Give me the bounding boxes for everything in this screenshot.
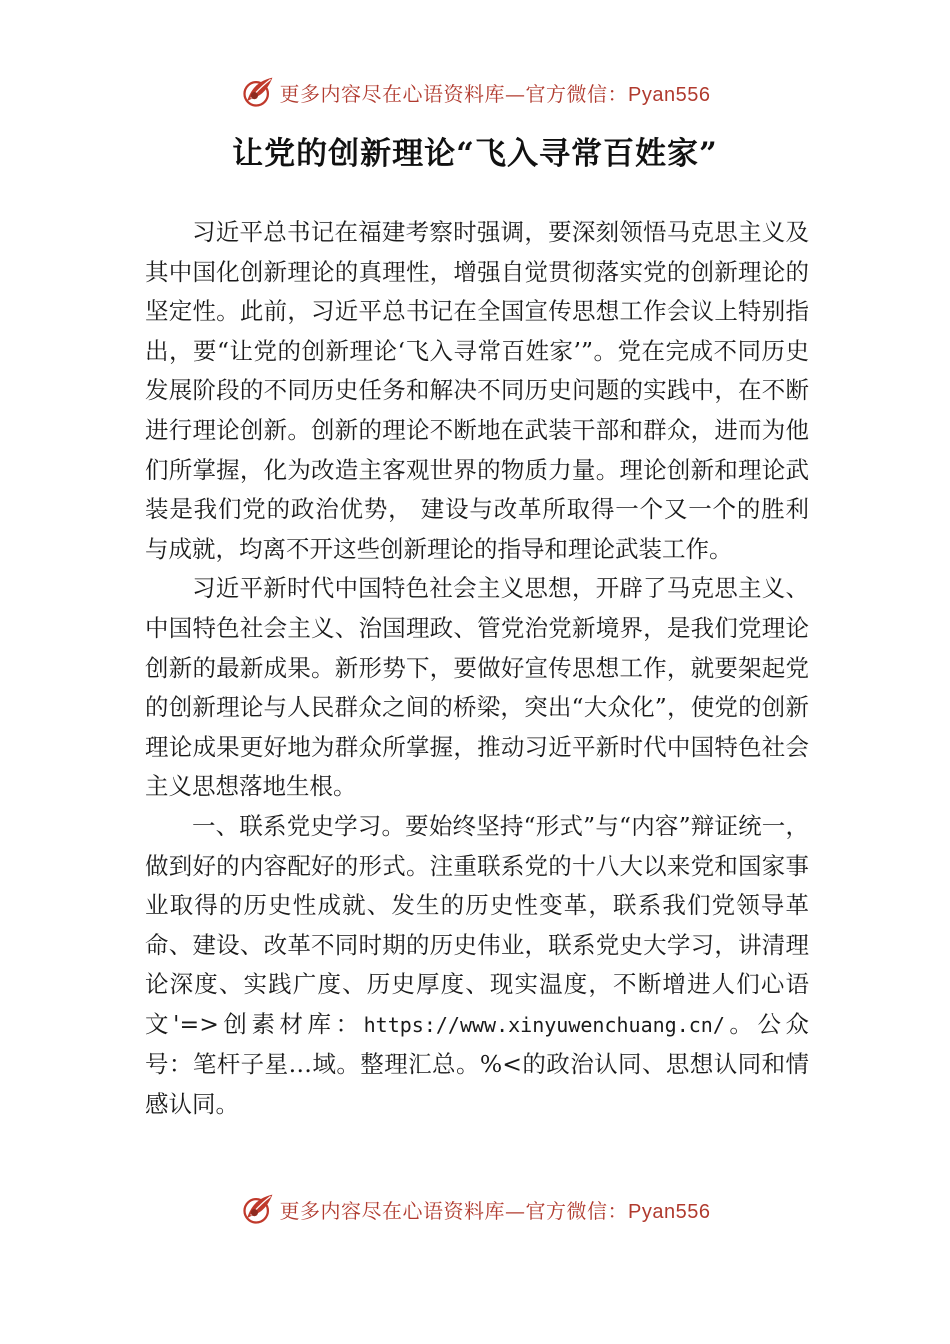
paragraph-3-part-1: 一、联系党史学习。要始终坚持“形式”与“内容”辩证统一，做到好的内容配好的形式。注重联系党的十八大以来党和国家事业取得的历史性成就、发生的历史性变革，联系我们党领导革命、建设、改革不同时期的历史伟业，联系党史大学习，讲清理论深度、实践广度、历史厚度、现实温度，不断增进人们心语文'=>创素材库： <box>145 811 809 1038</box>
footer-banner <box>0 1187 950 1231</box>
paragraph-3-part-2: 。公众号：笔杆子星…域。整理汇总。%<的政治认同、思想认同和情感认同。 <box>145 1009 810 1119</box>
article-body <box>145 213 809 1125</box>
banner-text: 更多内容尽在心语资料库—官方微信：Pyan556 <box>279 81 711 106</box>
banner-text: 更多内容尽在心语资料库—官方微信：Pyan556 <box>279 1198 711 1223</box>
leaf-logo-icon <box>240 74 276 110</box>
paragraph-3 <box>145 807 809 1125</box>
page-title: 让党的创新理论“飞入寻常百姓家” <box>232 136 718 172</box>
leaf-logo-icon <box>240 1191 276 1227</box>
wechat-id: Pyan556 <box>628 83 711 106</box>
website-url: https://www.xinyuwenchuang.cn/ <box>363 1012 725 1037</box>
paragraph-1: 习近平总书记在福建考察时强调，要深刻领悟马克思主义及其中国化创新理论的真理性，增强自觉贯彻落实党的创新理论的坚定性。此前，习近平总书记在全国宣传思想工作会议上特别指出，要“让党的创新理论‘飞入寻常百姓家’”。党在完成不同历史发展阶段的不同历史任务和解决不同历史问题的实践中，在不断进行理论创新。创新的理论不断地在武装干部和群众，进而为他们所掌握，化为改造主客观世界的物质力量。理论创新和理论武装是我们党的政治优势， 建设与改革所取得一个又一个的胜利与成就，均离不开这些创新理论的指导和理论武装工作。 <box>145 218 809 563</box>
header-banner <box>0 70 950 114</box>
wechat-id: Pyan556 <box>628 1200 711 1223</box>
paragraph-2: 习近平新时代中国特色社会主义思想，开辟了马克思主义、中国特色社会主义、治国理政、管党治党新境界，是我们党理论创新的最新成果。新形势下，要做好宣传思想工作，就要架起党的创新理论与人民群众之间的桥梁，突出“大众化”，使党的创新理论成果更好地为群众所掌握，推动习近平新时代中国特色社会主义思想落地生根。 <box>145 574 809 801</box>
